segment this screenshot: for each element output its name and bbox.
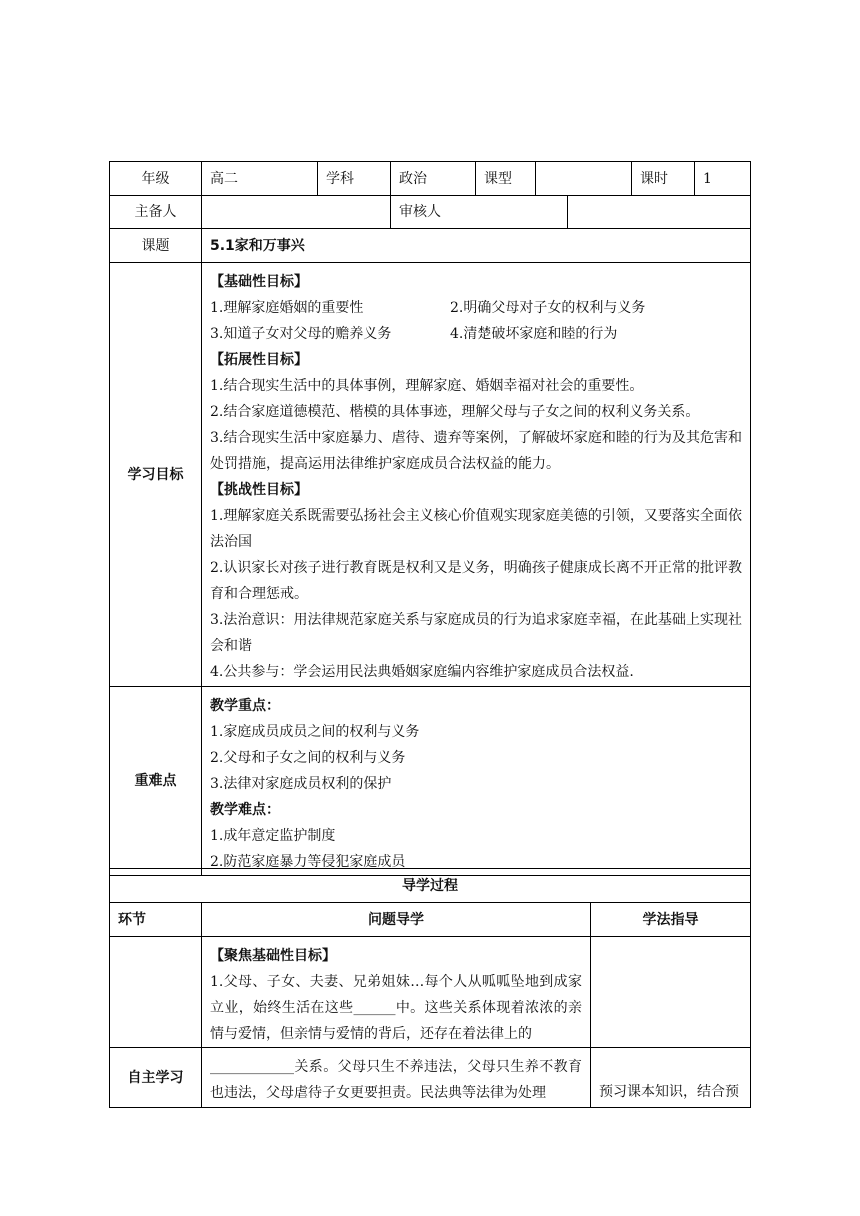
reviewer-value xyxy=(568,196,751,229)
type-value xyxy=(536,162,632,196)
method-empty-cell xyxy=(591,937,751,1048)
basic-goal-1: 1.理解家庭婚姻的重要性 xyxy=(210,300,364,316)
basic-goals-title: 【基础性目标】 xyxy=(210,274,308,290)
grade-label: 年级 xyxy=(110,162,202,196)
challenge-goal-1: 1.理解家庭关系既需要弘扬社会主义核心价值观实现家庭美德的引领，又要落实全面依法治国 xyxy=(210,508,742,550)
question-para-2: ____________关系。父母只生不养违法，父母只生养不教育也违法，父母虐待子女更要担责。民法典等法律为处理 xyxy=(210,1059,582,1101)
process-table xyxy=(109,868,751,1108)
challenge-goal-4: 4.公共参与：学会运用民法典婚姻家庭编内容维护家庭成员合法权益. xyxy=(210,664,634,680)
col-stage-header: 环节 xyxy=(110,903,202,937)
difficulty-title: 教学难点： xyxy=(210,802,280,818)
subject-label: 学科 xyxy=(318,162,391,196)
process-title: 导学过程 xyxy=(110,869,751,903)
basic-goals-row-1 xyxy=(210,295,742,321)
header-table xyxy=(109,161,751,196)
goals-label: 学习目标 xyxy=(110,263,202,687)
focus-item-3: 3.法律对家庭成员权利的保护 xyxy=(210,776,392,792)
basic-goal-3: 3.知道子女对父母的赡养义务 xyxy=(210,326,392,342)
reviewer-label: 审核人 xyxy=(391,196,568,229)
focus-item-1: 1.家庭成员成员之间的权利与义务 xyxy=(210,724,420,740)
stage-empty-cell xyxy=(110,937,202,1048)
difficulty-item-1: 1.成年意定监护制度 xyxy=(210,828,336,844)
col-questions-header: 问题导学 xyxy=(202,903,591,937)
extended-goal-2: 2.结合家庭道德模范、楷模的具体事迹，理解父母与子女之间的权利义务关系。 xyxy=(210,404,700,420)
subject-value: 政治 xyxy=(391,162,476,196)
keypoints-label: 重难点 xyxy=(110,687,202,876)
topic-label: 课题 xyxy=(110,229,202,263)
focus-basic-title: 【聚焦基础性目标】 xyxy=(210,948,336,964)
extended-goal-1: 1.结合现实生活中的具体事例，理解家庭、婚姻幸福对社会的重要性。 xyxy=(210,378,644,394)
preparer-value xyxy=(202,196,391,229)
type-label: 课型 xyxy=(476,162,536,196)
method-guidance: 预习课本知识，结合预 xyxy=(591,1048,751,1108)
extended-goal-3: 3.结合现实生活中家庭暴力、虐待、遗弃等案例，了解破坏家庭和睦的行为及其危害和处罚措施，提高运用法律维护家庭成员合法权益的能力。 xyxy=(210,430,742,472)
self-study-questions-part1 xyxy=(202,937,591,1048)
self-study-questions-part2 xyxy=(202,1048,591,1108)
challenge-goal-2: 2.认识家长对孩子进行教育既是权利又是义务，明确孩子健康成长离不开正常的批评教育和合理惩戒。 xyxy=(210,560,742,602)
topic-value: 5.1家和万事兴 xyxy=(202,229,751,263)
goals-content xyxy=(202,263,751,687)
basic-goal-4: 4.清楚破坏家庭和睦的行为 xyxy=(450,326,618,342)
grade-value: 高二 xyxy=(202,162,318,196)
period-label: 课时 xyxy=(632,162,695,196)
preparer-label: 主备人 xyxy=(110,196,202,229)
extended-goals-title: 【拓展性目标】 xyxy=(210,352,308,368)
difficulty-item-2: 2.防范家庭暴力等侵犯家庭成员 xyxy=(210,854,406,870)
challenge-goals-title: 【挑战性目标】 xyxy=(210,482,308,498)
focus-title: 教学重点： xyxy=(210,698,280,714)
self-study-label: 自主学习 xyxy=(110,1048,202,1108)
question-para-1: 1.父母、子女、夫妻、兄弟姐妹…每个人从呱呱坠地到成家立业，始终生活在这些______中。这些关系体现着浓浓的亲情与爱情，但亲情与爱情的背后，还存在着法律上的 xyxy=(210,974,582,1042)
basic-goals-row-2 xyxy=(210,321,742,347)
main-table xyxy=(109,228,751,876)
keypoints-content xyxy=(202,687,751,876)
basic-goal-2: 2.明确父母对子女的权利与义务 xyxy=(450,300,646,316)
preparer-table xyxy=(109,195,751,229)
period-value: 1 xyxy=(695,162,751,196)
col-method-header: 学法指导 xyxy=(591,903,751,937)
challenge-goal-3: 3.法治意识：用法律规范家庭关系与家庭成员的行为追求家庭幸福，在此基础上实现社会和谐 xyxy=(210,612,742,654)
focus-item-2: 2.父母和子女之间的权利与义务 xyxy=(210,750,406,766)
